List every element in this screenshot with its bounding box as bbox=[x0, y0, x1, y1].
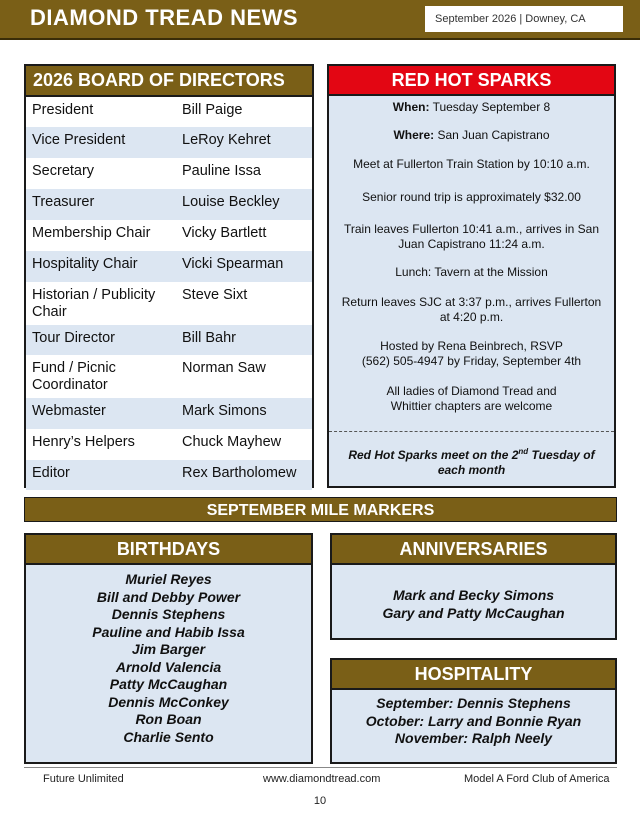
red-hot-sparks-panel bbox=[327, 64, 616, 488]
sparks-title: RED HOT SPARKS bbox=[329, 66, 614, 96]
board-name: Pauline Issa bbox=[182, 163, 261, 179]
board-name: Bill Bahr bbox=[182, 330, 236, 346]
sparks-cost: Senior round trip is approximately $32.00 bbox=[362, 190, 581, 204]
board-name: Chuck Mayhew bbox=[182, 434, 282, 450]
footer-left: Future Unlimited bbox=[43, 773, 124, 785]
board-role: Secretary bbox=[32, 163, 95, 179]
board-name: Vicky Bartlett bbox=[182, 225, 267, 241]
note-pre: Red Hot Sparks meet on the 2 bbox=[348, 448, 519, 462]
list-item: Pauline and Habib Issa bbox=[92, 623, 245, 640]
board-role: Fund / Picnic Coordinator bbox=[32, 360, 116, 393]
board-row bbox=[26, 127, 312, 158]
list-item: Dennis Stephens bbox=[111, 606, 226, 622]
board-row bbox=[26, 158, 312, 189]
train-line-2: Juan Capistrano 11:24 a.m. bbox=[398, 237, 545, 251]
list-item: Muriel Reyes bbox=[125, 571, 212, 587]
page-number: 10 bbox=[313, 795, 327, 807]
footer-divider bbox=[24, 767, 617, 768]
board-role: Hospitality Chair bbox=[32, 256, 138, 272]
where-value: San Juan Capistrano bbox=[434, 128, 550, 142]
list-item: Bill and Debby Power bbox=[96, 588, 241, 605]
board-name: Steve Sixt bbox=[182, 287, 248, 303]
sparks-lunch: Lunch: Tavern at the Mission bbox=[395, 265, 548, 279]
board-role: Henry’s Helpers bbox=[32, 434, 135, 450]
board-row bbox=[26, 398, 312, 429]
sparks-return bbox=[329, 295, 614, 325]
sparks-meet: Meet at Fullerton Train Station by 10:10 a.m. bbox=[353, 157, 590, 171]
list-item: November: Ralph Neely bbox=[394, 730, 553, 746]
board-name: Vicki Spearman bbox=[182, 256, 284, 272]
board-row bbox=[26, 355, 312, 398]
where-label: Where: bbox=[393, 128, 435, 142]
list-item: Patty McCaughan bbox=[109, 676, 228, 692]
when-label: When: bbox=[392, 100, 430, 114]
dashed-divider bbox=[329, 431, 614, 432]
board-title: 2026 BOARD OF DIRECTORS bbox=[26, 66, 312, 97]
board-name: Rex Bartholomew bbox=[182, 465, 297, 481]
board-role: Vice President bbox=[32, 132, 126, 148]
board-name: LeRoy Kehret bbox=[182, 132, 271, 148]
board-row bbox=[26, 251, 312, 282]
board-name: Louise Beckley bbox=[182, 194, 280, 210]
issue-info: September 2026 | Downey, CA bbox=[425, 6, 623, 32]
board-row bbox=[26, 429, 312, 460]
sparks-host bbox=[329, 339, 614, 369]
return-line-2: at 4:20 p.m. bbox=[439, 310, 504, 324]
board-name: Bill Paige bbox=[182, 102, 243, 118]
hospitality-list bbox=[332, 690, 615, 748]
birthdays-panel bbox=[24, 533, 313, 764]
board-role: Webmaster bbox=[32, 403, 106, 419]
sparks-welcome bbox=[329, 384, 614, 414]
anniversaries-list bbox=[332, 565, 615, 622]
board-row bbox=[26, 220, 312, 251]
board-name: Norman Saw bbox=[182, 360, 266, 376]
mile-markers-banner: SEPTEMBER MILE MARKERS bbox=[24, 497, 617, 522]
board-name: Mark Simons bbox=[182, 403, 267, 419]
list-item: Arnold Valencia bbox=[115, 658, 222, 675]
list-item: September: Dennis Stephens bbox=[376, 695, 571, 711]
anniversaries-panel bbox=[330, 533, 617, 640]
board-row bbox=[26, 460, 312, 490]
sparks-train bbox=[329, 222, 614, 252]
board-role: Tour Director bbox=[32, 330, 115, 346]
hospitality-title: HOSPITALITY bbox=[332, 660, 615, 690]
return-line-1: Return leaves SJC at 3:37 p.m., arrives Fullerton bbox=[341, 295, 602, 309]
footer-website: www.diamondtread.com bbox=[263, 773, 381, 785]
list-item: Ron Boan bbox=[135, 711, 202, 727]
hospitality-panel bbox=[330, 658, 617, 764]
board-row bbox=[26, 97, 312, 127]
host-line-1: Hosted by Rena Beinbrech, RSVP bbox=[380, 339, 563, 353]
board-row bbox=[26, 189, 312, 220]
board-row bbox=[26, 325, 312, 355]
board-role: Historian / Publicity Chair bbox=[32, 287, 156, 320]
sparks-schedule-note bbox=[333, 444, 610, 478]
list-item: Charlie Sento bbox=[123, 728, 214, 745]
when-value: Tuesday September 8 bbox=[429, 100, 551, 114]
list-item: Dennis McConkey bbox=[108, 693, 229, 710]
note-line-2: each month bbox=[437, 463, 506, 477]
note-post: Tuesday of bbox=[528, 448, 595, 462]
board-role: Membership Chair bbox=[32, 225, 151, 241]
board-role: President bbox=[32, 102, 94, 118]
note-sup: nd bbox=[518, 447, 529, 456]
list-item: October: Larry and Bonnie Ryan bbox=[365, 712, 582, 729]
host-line-2: (562) 505-4947 by Friday, September 4th bbox=[361, 354, 582, 368]
birthdays-list bbox=[26, 565, 311, 746]
board-row bbox=[26, 282, 312, 325]
page-header bbox=[0, 0, 640, 40]
train-line-1: Train leaves Fullerton 10:41 a.m., arrives in San bbox=[343, 222, 599, 236]
birthdays-title: BIRTHDAYS bbox=[26, 535, 311, 565]
list-item: Jim Barger bbox=[131, 641, 206, 657]
list-item: Gary and Patty McCaughan bbox=[382, 604, 565, 621]
sparks-where bbox=[329, 128, 614, 143]
list-item: Mark and Becky Simons bbox=[392, 587, 555, 603]
anniversaries-title: ANNIVERSARIES bbox=[332, 535, 615, 565]
footer-right: Model A Ford Club of America bbox=[464, 773, 610, 785]
board-role: Editor bbox=[32, 465, 70, 481]
board-role: Treasurer bbox=[32, 194, 95, 210]
newsletter-title: DIAMOND TREAD NEWS bbox=[30, 5, 299, 30]
sparks-when bbox=[329, 100, 614, 115]
welcome-line-1: All ladies of Diamond Tread and bbox=[386, 384, 557, 398]
board-of-directors bbox=[24, 64, 314, 488]
welcome-line-2: Whittier chapters are welcome bbox=[390, 399, 553, 413]
